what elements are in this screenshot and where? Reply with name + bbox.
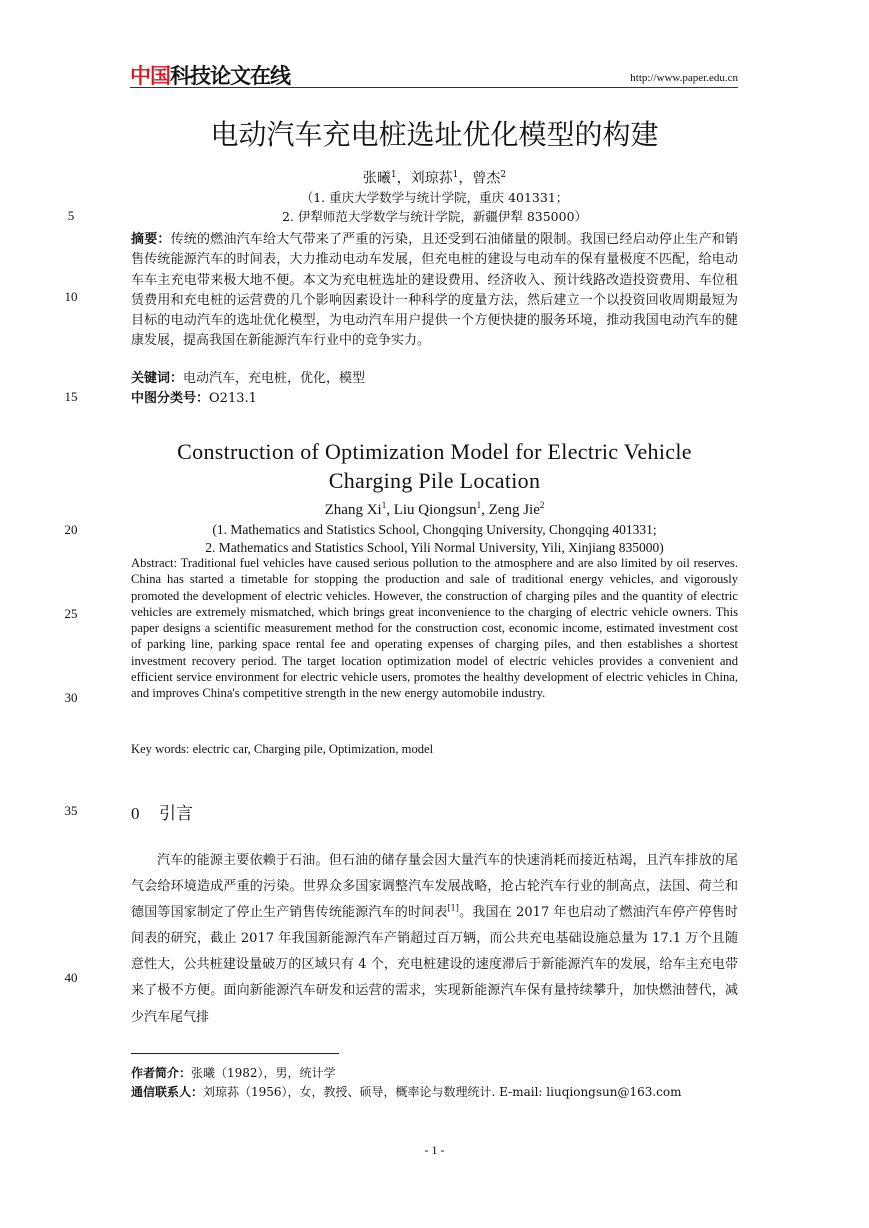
- header-url[interactable]: http://www.paper.edu.cn: [630, 72, 738, 84]
- author-separator: ，: [396, 170, 411, 187]
- line-number: 40: [64, 970, 78, 985]
- author-affiliation-mark: 1: [476, 500, 482, 510]
- authors-en: [0, 500, 869, 519]
- intro-text: 汽车的能源主要依赖于石油。但石油的储存量会因大量汽车的快速消耗而接近枯竭，且汽车排放的尾气会给环境造成严重的污染。世界众多国家调整汽车发展战略，抢占轮汽车行业的制高点，法国、荷兰和德国等国家制定了停止生产销售传统能源汽车的时间表: [131, 853, 738, 921]
- line-number: 30: [64, 690, 78, 705]
- clc-number: [131, 389, 738, 409]
- clc-label: 中图分类号：: [131, 391, 210, 406]
- author-affiliation-mark: 1: [390, 170, 397, 180]
- authors-cn: [0, 165, 869, 189]
- line-number: 10: [64, 289, 78, 304]
- contact-footnote-label: 通信联系人：: [131, 1085, 204, 1099]
- author-affiliation-mark: 1: [452, 170, 459, 180]
- affiliation-en-1: (1. Mathematics and Statistics School, Chongqing University, Chongqing 401331;: [212, 522, 657, 537]
- line-number: 5: [67, 208, 75, 223]
- author-name: Zeng Jie: [488, 502, 540, 518]
- abstract-cn: [131, 230, 738, 352]
- keywords-cn: [131, 369, 738, 389]
- line-number: 35: [64, 803, 78, 818]
- keywords-text-cn: 电动汽车，充电桩，优化，模型: [183, 371, 366, 386]
- section-title: 引言: [159, 804, 193, 824]
- abstract-label-en: Abstract:: [131, 556, 181, 570]
- affiliation-cn-2: 2. 伊犁师范大学数学与统计学院，新疆伊犁 835000）: [281, 209, 588, 224]
- intro-text: 。我国在 2017 年也启动了燃油汽车停产停售时间表的研究，截止 2017 年我国新能源汽车产销超过百万辆，而公共充电基础设施总量为 17.1 万个且随意性大，公共桩建设量破万的区域只有 4 个，充电桩建设的速度滞后于新能源汽车的发展，给车主充电带来了极不方便。面向新能源汽车研发和运营的需求，实现新能源汽车保有量持续攀升，加快燃油替代，减少汽车尾气排: [131, 905, 738, 1025]
- title-en-line: Charging Pile Location: [328, 468, 541, 493]
- section-number: 0: [131, 804, 140, 823]
- author-footnote: [131, 1064, 738, 1082]
- section-heading: [131, 799, 193, 824]
- line-number: 15: [64, 389, 78, 404]
- abstract-text-cn: 传统的燃油汽车给大气带来了严重的污染，且还受到石油储量的限制。我国已经启动停止生产和销售传统能源汽车的时间表，大力推动电动车发展，但充电桩的建设与电动车的保有量极度不匹配，给电动车车主充电带来极大地不便。本文为充电桩选址的建设费用、经济收入、预计线路改造投资费用、车位租赁费用和充电桩的运营费的几个影响因素设计一种科学的度量方法，然后建立一个以投资回收周期最短为目标的电动汽车的选址优化模型，为电动汽车用户提供一个方便快捷的服务环境，推动我国电动汽车的健康发展，提高我国在新能源汽车行业中的竞争实力。: [131, 232, 738, 349]
- author-separator: ,: [386, 502, 394, 518]
- affiliation-cn-1: （1. 重庆大学数学与统计学院，重庆 401331；: [300, 190, 569, 205]
- paper-title-en: [0, 437, 869, 495]
- keywords-en: [131, 741, 738, 757]
- author-affiliation-mark: 1: [381, 500, 387, 510]
- keywords-text-en: electric car, Charging pile, Optimization, model: [192, 742, 434, 756]
- line-number: 20: [64, 522, 78, 537]
- author-name: 刘琼荪: [410, 170, 453, 187]
- author-footnote-text: 张曦（1982），男，统计学: [191, 1066, 336, 1080]
- affiliation-en-2: 2. Mathematics and Statistics School, Yili Normal University, Yili, Xinjiang 835000): [205, 540, 664, 555]
- contact-footnote: [131, 1083, 738, 1101]
- page-number: - 1 -: [424, 1143, 445, 1157]
- citation-link[interactable]: [1]: [447, 903, 459, 913]
- clc-text: O213.1: [209, 391, 257, 406]
- abstract-en: [131, 555, 738, 702]
- author-affiliation-mark: 2: [539, 500, 545, 510]
- keywords-label-en: Key words:: [131, 742, 193, 756]
- site-logo: [130, 64, 290, 88]
- author-name: Zhang Xi: [324, 502, 382, 518]
- logo-black-text: 科技论文在线: [170, 64, 290, 88]
- author-separator: ,: [481, 502, 489, 518]
- logo-red-text: 中国: [130, 64, 170, 88]
- author-separator: ，: [458, 170, 473, 187]
- footnote-divider: [131, 1053, 339, 1054]
- author-affiliation-mark: 2: [500, 170, 507, 180]
- author-name: 张曦: [362, 170, 391, 187]
- contact-footnote-text: 刘琼荪（1956），女，教授、硕导，概率论与数理统计. E-mail: liuqiongsun@163.com: [203, 1085, 682, 1099]
- paper-title-cn: 电动汽车充电桩选址优化模型的构建: [210, 118, 659, 151]
- line-number: 25: [64, 606, 78, 621]
- header-divider: [130, 87, 738, 88]
- intro-paragraph: [131, 848, 738, 1031]
- author-name: Liu Qiongsun: [393, 502, 477, 518]
- keywords-label-cn: 关键词：: [131, 371, 184, 386]
- title-en-line: Construction of Optimization Model for Electric Vehicle: [177, 439, 692, 464]
- author-footnote-label: 作者简介：: [131, 1066, 192, 1080]
- author-name: 曾杰: [472, 170, 501, 187]
- abstract-text-en: Traditional fuel vehicles have caused serious pollution to the atmosphere and are also limited by oil reserves. China has started a timetable for stopping the production and sale of traditional energy vehicles, and vigorously promoted the development of electric vehicles. However, the construction of charging piles and the quantity of electric vehicles are extremely mismatched, which brings great inconvenience to the charging of electric vehicle owners. This paper designs a scientific measurement method for the construction cost, economic income, estimated investment cost of parking line, parking space rental fee and operating expenses of charging piles, and then establishes a shortest investment recovery period. The target location optimization model of electric vehicles provides a convenient and efficient service environment for electric vehicle users, promotes the healthy development of electric vehicles in China, and improves China's competitive strength in the new energy automobile industry.: [131, 556, 738, 701]
- abstract-label-cn: 摘要：: [131, 232, 171, 247]
